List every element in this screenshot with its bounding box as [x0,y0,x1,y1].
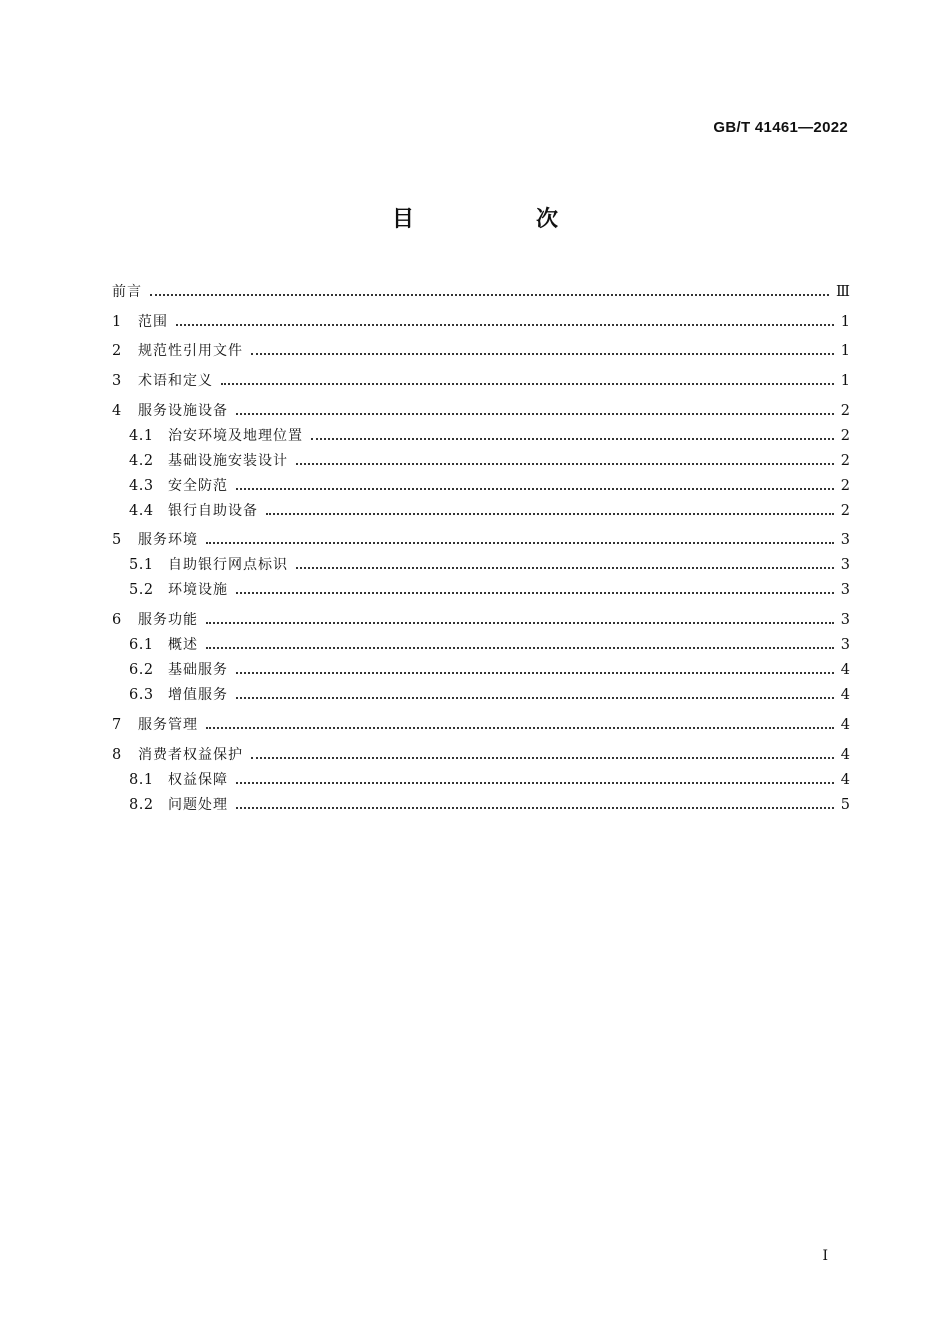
toc-entry-number: 1 [112,313,122,330]
toc-entry-title: 服务环境 [138,532,198,549]
toc-entry-title: 范围 [138,313,168,330]
toc-entry-number: 6.2 [129,662,154,679]
toc-entry-page: 2 [840,502,850,519]
toc-entry-title: 消费者权益保护 [138,746,243,763]
dot-leader [296,463,834,465]
toc-entry-5-2[interactable] [112,578,850,603]
toc-entry-4-2[interactable] [112,449,850,474]
dot-leader [251,757,834,759]
toc-entry-8[interactable] [112,743,850,768]
toc-entry-number: 5.1 [129,557,154,574]
toc-title: 目 次 [391,207,608,232]
dot-leader [206,727,834,729]
toc-entry-title: 安全防范 [168,477,228,494]
toc-entry-5-1[interactable] [112,553,850,578]
table-of-contents [112,280,850,818]
dot-leader [311,438,834,440]
toc-entry-title: 规范性引用文件 [138,343,243,360]
toc-entry-number: 2 [112,343,122,360]
toc-entry-page: 2 [840,427,850,444]
toc-entry-6[interactable] [112,608,850,633]
toc-entry-page: 4 [840,771,850,788]
dot-leader [266,513,834,515]
dot-leader [206,647,834,649]
toc-entry-number: 8.1 [129,771,154,788]
toc-entry-page: 3 [840,637,850,654]
toc-entry-page: 4 [840,716,850,733]
toc-entry-6-1[interactable] [112,633,850,658]
dot-leader [236,672,834,674]
toc-entry-page: 5 [840,796,850,813]
dot-leader [176,324,834,326]
toc-entry-title: 基础服务 [168,662,228,679]
toc-entry-3[interactable] [112,369,850,394]
toc-entry-number: 4.4 [129,502,154,519]
page-number: I [822,1248,828,1264]
toc-entry-page: Ⅲ [836,284,850,300]
toc-entry-page: 1 [840,313,850,330]
toc-entry-title: 银行自助设备 [168,502,258,519]
toc-entry-page: 4 [840,687,850,704]
toc-entry-page: 1 [840,343,850,360]
dot-leader [150,294,829,296]
toc-entry-title: 基础设施安装设计 [168,452,288,469]
dot-leader [236,413,834,415]
toc-entry-title: 服务功能 [138,612,198,629]
toc-entry-title: 问题处理 [168,796,228,813]
toc-entry-page: 2 [840,452,850,469]
dot-leader [296,567,834,569]
standard-code: GB/T 41461—2022 [713,119,848,136]
toc-entry-number: 6.3 [129,687,154,704]
toc-entry-title: 服务管理 [138,716,198,733]
toc-entry-page: 2 [840,402,850,419]
dot-leader [251,353,834,355]
toc-entry-8-1[interactable] [112,768,850,793]
toc-entry-page: 4 [840,746,850,763]
dot-leader [221,383,834,385]
toc-entry-number: 7 [112,716,122,733]
toc-entry-number: 5 [112,532,122,549]
toc-entry-number: 4.3 [129,477,154,494]
toc-entry-6-2[interactable] [112,658,850,683]
toc-entry-page: 3 [840,582,850,599]
toc-entry-title: 概述 [168,637,198,654]
toc-entry-4-1[interactable] [112,424,850,449]
dot-leader [236,697,834,699]
toc-entry-number: 5.2 [129,582,154,599]
toc-entry-title: 环境设施 [168,582,228,599]
toc-entry-4-3[interactable] [112,474,850,499]
toc-entry-number: 4.2 [129,452,154,469]
toc-entry-1[interactable] [112,310,850,335]
dot-leader [206,542,834,544]
dot-leader [236,592,834,594]
toc-entry-page: 3 [840,557,850,574]
toc-entry-page: 2 [840,477,850,494]
dot-leader [236,488,834,490]
toc-entry-title: 自助银行网点标识 [168,557,288,574]
toc-entry-4[interactable] [112,399,850,424]
toc-entry-number: 4.1 [129,427,154,444]
toc-entry-page: 3 [840,532,850,549]
toc-entry-7[interactable] [112,713,850,738]
toc-entry-4-4[interactable] [112,499,850,524]
toc-entry-8-2[interactable] [112,793,850,818]
toc-entry-number: 4 [112,402,122,419]
toc-entry-title: 增值服务 [168,687,228,704]
toc-entry-page: 1 [840,373,850,390]
toc-entry-title: 治安环境及地理位置 [168,427,303,444]
dot-leader [236,782,834,784]
toc-entry-number: 3 [112,373,122,390]
toc-entry-number: 6 [112,612,122,629]
toc-entry-title: 权益保障 [168,771,228,788]
toc-entry-page: 3 [840,612,850,629]
toc-entry-6-3[interactable] [112,683,850,708]
toc-entry-2[interactable] [112,339,850,364]
toc-entry-title: 服务设施设备 [138,402,228,419]
toc-entry-page: 4 [840,662,850,679]
toc-entry-title: 术语和定义 [138,373,213,390]
dot-leader [206,622,834,624]
toc-entry-number: 6.1 [129,637,154,654]
toc-entry-title: 前言 [112,284,142,300]
toc-entry-number: 8 [112,746,122,763]
toc-entry-number: 8.2 [129,796,154,813]
dot-leader [236,807,834,809]
toc-entry-5[interactable] [112,528,850,553]
toc-entry-foreword[interactable] [112,280,850,305]
